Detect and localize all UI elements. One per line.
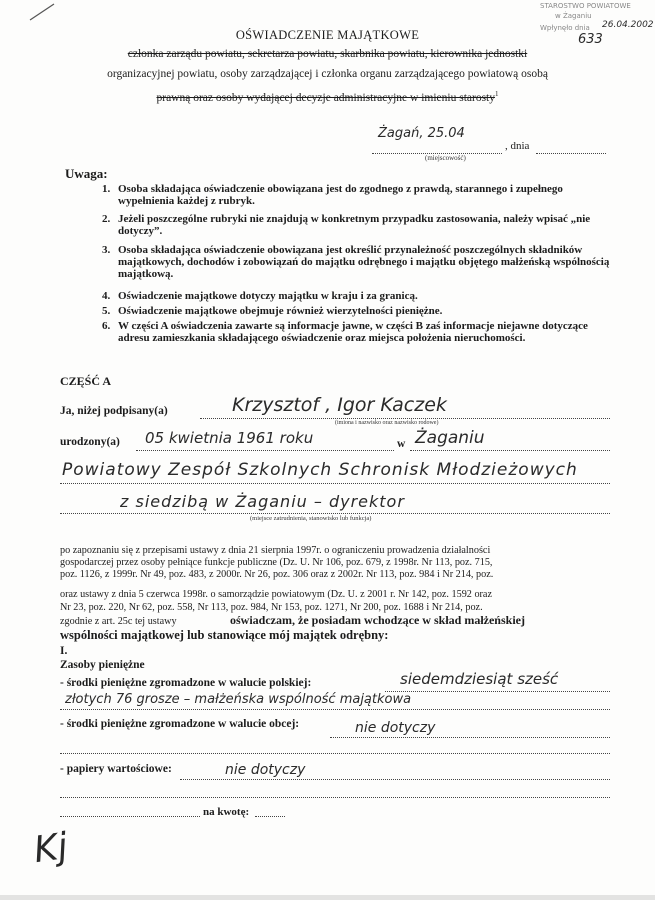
name-dots <box>200 418 610 419</box>
declare-line-2: wspólności majątkowej lub stanowiące mój majątek odrębny: <box>60 628 389 642</box>
note-6-number: 6. <box>102 320 111 332</box>
foreign-dots-2 <box>60 753 610 754</box>
securities-handwritten: nie dotyczy <box>225 762 306 778</box>
pln-label: - środki pieniężne zgromadzone w walucie polskiej: <box>60 677 312 689</box>
foreign-handwritten: nie dotyczy <box>355 720 436 736</box>
header-line-2-text: organizacyjnej powiatu, osoby zarządzającej i członka organu zarządzającego powiatową osobą <box>107 68 548 80</box>
employer-handwritten: Powiatowy Zespół Szkolnych Schronisk Młodzieżowych <box>62 460 578 480</box>
law-line-1: po zapoznaniu się z przepisami ustawy z dnia 21 sierpnia 1997r. o ograniczeniu prowadzenia działalności <box>60 545 491 556</box>
born-date-handwritten: 05 kwietnia 1961 roku <box>145 429 314 447</box>
employer-dots <box>60 483 610 484</box>
name-handwritten: Krzysztof , Igor Kaczek <box>232 394 447 416</box>
stamp-line1: STAROSTWO POWIATOWE <box>540 2 631 10</box>
pln-handwritten-2: złotych 76 grosze – małżeńska wspólność majątkowa <box>65 692 412 707</box>
pln-handwritten: siedemdziesiąt sześć <box>400 670 559 688</box>
stamp-date: 26.04.2002 <box>602 20 654 30</box>
signed-label: Ja, niżej podpisany(a) <box>60 405 168 417</box>
note-5-text: Oświadczenie majątkowe obejmuje również wierzytelności pieniężne. <box>118 305 443 317</box>
place-handwritten: Żagań, 25.04 <box>378 126 465 141</box>
note-4-number: 4. <box>102 290 111 302</box>
declare-line-1: oświadczam, że posiadam wchodzące w skład małżeńskiej <box>230 613 525 627</box>
note-1 <box>102 183 618 207</box>
note-5-number: 5. <box>102 305 111 317</box>
place-dnia-label: , dnia <box>505 140 530 152</box>
born-dots <box>136 450 394 451</box>
note-2-number: 2. <box>102 213 111 225</box>
header-line-2 <box>40 64 615 84</box>
note-4 <box>102 290 618 302</box>
note-2-text: Jeżeli poszczególne rubryki nie znajdują w konkretnym przypadku zastosowania, należy wpisać „nie dotyczy”. <box>118 213 591 237</box>
document-title: OŚWIADCZENIE MAJĄTKOWE <box>235 28 420 42</box>
place-caption: (miejscowość) <box>425 154 466 162</box>
born-label: urodzony(a) <box>60 436 120 448</box>
employer-handwritten-2: z siedzibą w Żaganiu – dyrektor <box>120 492 405 511</box>
page-bottom-edge <box>0 895 655 900</box>
note-5 <box>102 305 618 317</box>
stamp-line2: w Żaganiu <box>555 12 592 20</box>
header-line-1 <box>40 44 615 64</box>
law-line-2: gospodarczej przez osoby pełniące funkcje publiczne (Dz. U. Nr 106, poz. 679, z 1998r. Nr 113, poz. 715, <box>60 557 493 568</box>
uwaga-heading: Uwaga: <box>65 166 108 181</box>
header-line-3-text: prawną oraz osoby wydającej decyzje administracyjne w imieniu starosty <box>156 91 495 104</box>
initials-handwritten: Kj <box>31 825 71 872</box>
header-line-1-text: członka zarządu powiatu, sekretarza powiatu, skarbnika powiatu, kierownika jednostki <box>127 48 528 60</box>
foreign-dots <box>330 737 610 738</box>
foreign-label: - środki pieniężne zgromadzone w walucie obcej: <box>60 718 300 730</box>
note-1-text: Osoba składająca oświadczenie obowiązana jest do zgodnego z prawdą, starannego i zupełnego wypełnienia każdej z rubryk. <box>118 183 563 207</box>
pln-dots <box>385 691 610 692</box>
law-line-6: zgodnie z art. 25c tej ustawy <box>60 616 177 627</box>
securities-dots <box>180 779 610 780</box>
date-dots <box>536 153 606 154</box>
header-line-3 <box>40 84 615 108</box>
amount-dots-2 <box>255 816 285 817</box>
amount-dots <box>60 816 200 817</box>
stamp-number: 633 <box>578 32 603 47</box>
note-3 <box>102 244 618 280</box>
zasoby-heading: Zasoby pieniężne <box>60 659 145 671</box>
law-line-3: poz. 1126, z 1999r. Nr 49, poz. 483, z 2000r. Nr 26, poz. 306 oraz z 2002r. Nr 113, poz. 984 i Nr 214, poz. <box>60 569 494 580</box>
corner-pen-mark <box>28 2 58 22</box>
securities-dots-2 <box>60 797 610 798</box>
note-2 <box>102 213 618 237</box>
employer-caption: (miejsce zatrudnienia, stanowisko lub funkcja) <box>250 515 372 522</box>
stamp-line3: Wpłynęło dnia <box>540 24 590 32</box>
note-3-number: 3. <box>102 244 111 256</box>
law-line-5: Nr 23, poz. 220, Nr 62, poz. 558, Nr 113, poz. 984, Nr 153, poz. 1271, Nr 200, poz. 1688 i Nr 214, poz. <box>60 602 483 613</box>
note-4-text: Oświadczenie majątkowe dotyczy majątku w kraju i za granicą. <box>118 290 418 302</box>
note-1-number: 1. <box>102 183 111 195</box>
note-6-text: W części A oświadczenia zawarte są informacje jawne, w części B zaś informacje niejawne dotyczące adresu zamieszkania składającego oświadczenie oraz miejsca położenia nieruchomości. <box>118 320 588 344</box>
employer-dots-2 <box>60 513 610 514</box>
born-place-dots <box>410 450 610 451</box>
securities-label: - papiery wartościowe: <box>60 763 172 775</box>
name-caption: (imiona i nazwisko oraz nazwisko rodowe) <box>335 420 439 426</box>
born-place-handwritten: Żaganiu <box>415 428 485 448</box>
section-roman-1: I. <box>60 645 68 657</box>
part-a-heading: CZĘŚĆ A <box>60 374 112 388</box>
born-w: w <box>397 438 406 450</box>
note-3-text: Osoba składająca oświadczenie obowiązana jest określić przynależność poszczególnych składników majątkowych, dochodów i zobowiązań do majątku odrębnego i majątku objętego małżeńską wspólnością majątkową. <box>118 244 610 280</box>
header-footnote: 1 <box>495 90 499 98</box>
law-line-4: oraz ustawy z dnia 5 czerwca 1998r. o samorządzie powiatowym (Dz. U. z 2001 r. Nr 142, poz. 1592 oraz <box>60 589 492 600</box>
note-6 <box>102 320 618 344</box>
amount-label: na kwotę: <box>203 806 250 818</box>
pln-dots-2 <box>60 709 610 710</box>
